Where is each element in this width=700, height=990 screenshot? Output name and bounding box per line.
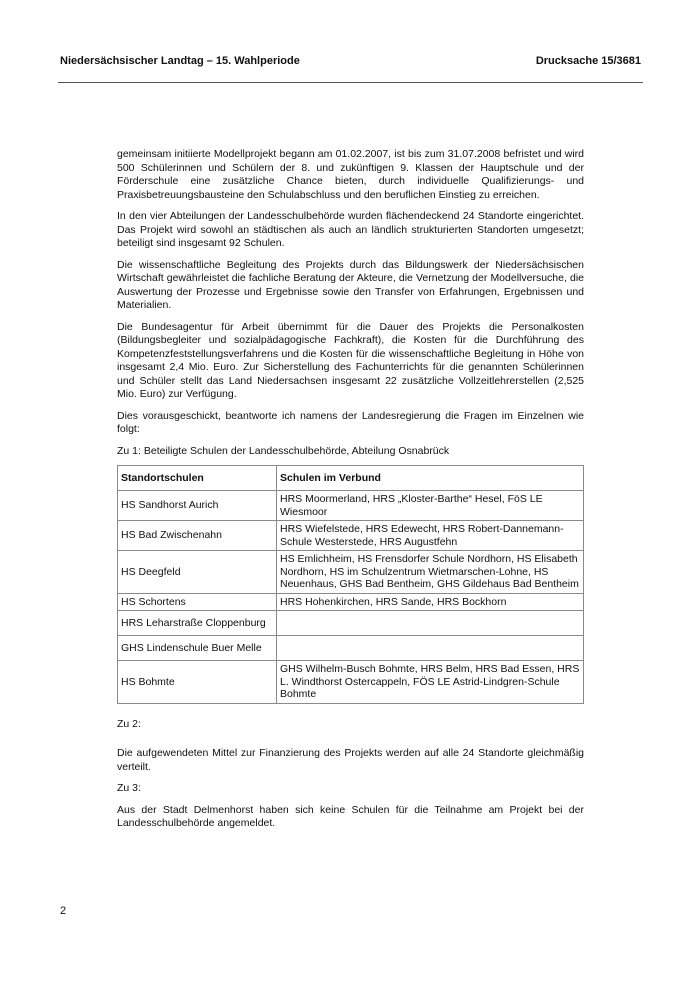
paragraph: Die Bundesagentur für Arbeit übernimmt für die Dauer des Projekts die Personalkosten (Bildungsbegleiter und sozialpädagogische Fachkraft), die Kosten für die Durchführung des Kompetenzfeststellungsverfahrens und die Kosten für die wissenschaftliche Begleitung in Höhe von insgesamt 2,4 Mio. Euro. Zur Sicherstellung des Fachunterrichts für die genannten Schülerinnen und Schüler stellt das Land Niedersachsen insgesamt 22 zusätzliche Vollzeitlehrerstellen (2,525 Mio. Euro) zur Verfügung. [117,320,584,400]
table-row [118,491,584,521]
table-cell: GHS Wilhelm-Busch Bohmte, HRS Belm, HRS Bad Essen, HRS L. Windthorst Ostercappeln, FÖS LE Astrid-Lindgren-Schule Bohmte [277,661,584,704]
table-header-row [118,466,584,491]
table-cell [277,636,584,661]
table-cell: HRS Hohenkirchen, HRS Sande, HRS Bockhorn [277,593,584,611]
table-cell: HS Schortens [118,593,277,611]
table-cell: HS Bohmte [118,661,277,704]
answer-text: Die aufgewendeten Mittel zur Finanzierung des Projekts werden auf alle 24 Standorte gleichmäßig verteilt. [117,747,584,773]
header-divider [58,82,643,83]
header-title: Niedersächsischer Landtag – 15. Wahlperiode [60,55,300,67]
page-number: 2 [60,905,67,917]
paragraph: Die wissenschaftliche Begleitung des Projekts durch das Bildungswerk der Niedersächsischen Wirtschaft gewährleistet die fachliche Beratung der Akteure, die Vernetzung der Modellversuche, die Auswertung der Prozesse und Ergebnisse sowie den Transfer von Erfahrungen, Ergebnissen und Materialien. [117,258,584,311]
document-body [117,148,584,839]
paragraph: In den vier Abteilungen der Landesschulbehörde wurden flächendeckend 24 Standorte eingerichtet. Das Projekt wird sowohl an städtischen als auch an ländlich strukturierten Standorten umgesetzt; beteiligt sind insgesamt 92 Schulen. [117,210,584,249]
table-cell [277,611,584,636]
paragraph: Dies vorausgeschickt, beantworte ich namens der Landesregierung die Fragen im Einzelnen wie folgt: [117,409,584,435]
answer-text: Aus der Stadt Delmenhorst haben sich keine Schulen für die Teilnahme am Projekt bei der Landesschulbehörde angemeldet. [117,803,584,829]
table-cell: HRS Moormerland, HRS „Kloster-Barthe“ Hesel, FöS LE Wiesmoor [277,491,584,521]
answer-label: Zu 3: [117,782,141,794]
document-number: Drucksache 15/3681 [535,55,641,67]
table-row [118,593,584,611]
column-header-schulen-im-verbund: Schulen im Verbund [277,466,584,491]
table-row [118,521,584,551]
table-row [118,636,584,661]
paragraph: gemeinsam initiierte Modellprojekt begann am 01.02.2007, ist bis zum 31.07.2008 befristet und wird 500 Schülerinnen und Schülern der 8. und zukünftigen 9. Klassen der Hauptschule und der Förderschule eine zusätzliche Chance bieten, durch individuelle Qualifizierungs- und Praxisbetreuungsbausteine den Schulabschluss und den beruflichen Einstieg zu erreichen. [117,148,584,201]
table-row [118,611,584,636]
table-cell: HRS Leharstraße Cloppenburg [118,611,277,636]
table-row [118,661,584,704]
table-cell: HRS Wiefelstede, HRS Edewecht, HRS Robert-Dannemann-Schule Westerstede, HRS Augustfehn [277,521,584,551]
table-cell: HS Deegfeld [118,551,277,594]
schools-table [117,465,584,704]
table-cell: HS Emlichheim, HS Frensdorfer Schule Nordhorn, HS Elisabeth Nordhorn, HS im Schulzentrum Wietmarschen-Lohne, HS Neuenhaus, GHS Bad Bentheim, GHS Gildehaus Bad Bentheim [277,551,584,594]
table-cell: HS Sandhorst Aurich [118,491,277,521]
column-header-standortschulen: Standortschulen [118,466,277,491]
table-caption: Zu 1: Beteiligte Schulen der Landesschulbehörde, Abteilung Osnabrück [117,444,450,457]
table-row [118,551,584,594]
table-cell: HS Bad Zwischenahn [118,521,277,551]
answer-label: Zu 2: [117,717,141,730]
table-cell: GHS Lindenschule Buer Melle [118,636,277,661]
